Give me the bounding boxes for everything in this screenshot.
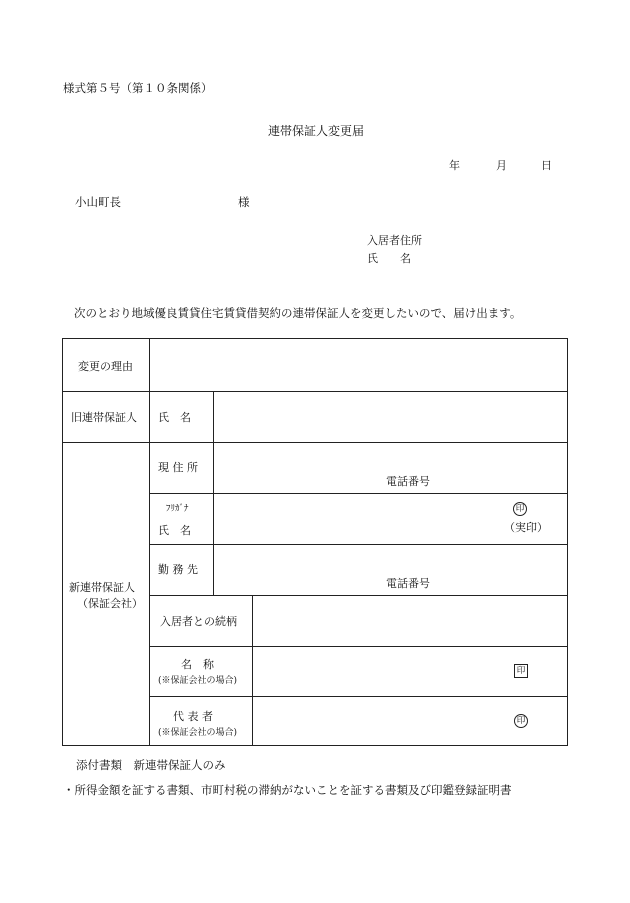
row-divider: [149, 493, 567, 494]
tenant-name-label: 氏 名: [367, 252, 411, 265]
company-name-note: (※保証会社の場合): [158, 676, 238, 686]
jitsuin-label: （実印）: [504, 521, 548, 534]
new-guarantor-label: 新連帯保証人: [69, 581, 135, 594]
tenant-address-label: 入居者住所: [367, 234, 422, 247]
date-month-label: 月: [496, 159, 507, 172]
col-divider: [213, 391, 214, 595]
old-guarantor-label: 旧連帯保証人: [71, 411, 137, 424]
guarantor-change-table: [62, 338, 568, 746]
col-divider: [149, 339, 150, 745]
date-year-label: 年: [449, 159, 460, 172]
representative-note: (※保証会社の場合): [158, 728, 238, 738]
old-guarantor-name-field[interactable]: [215, 393, 565, 441]
row-divider: [149, 544, 567, 545]
honorific: 様: [238, 195, 250, 209]
addressee: 小山町長: [75, 195, 121, 209]
seal-mark-square: 印: [514, 664, 528, 678]
new-guarantor-name-label: 氏 名: [158, 524, 191, 537]
old-guarantor-name-label: 氏 名: [158, 411, 191, 424]
row-divider: [63, 391, 567, 392]
furigana-label: ﾌﾘｶﾞﾅ: [166, 504, 189, 514]
current-address-label: 現 住 所: [158, 461, 198, 474]
seal-mark: 印: [514, 714, 528, 728]
relationship-field[interactable]: [254, 597, 565, 645]
date-day-label: 日: [541, 159, 552, 172]
document-title: 連帯保証人変更届: [268, 124, 365, 138]
company-name-label: 名 称: [181, 658, 214, 671]
address-phone-label: 電話番号: [386, 475, 430, 488]
reason-label: 変更の理由: [78, 360, 133, 373]
row-divider: [63, 442, 567, 443]
new-guarantor-sublabel: （保証会社）: [77, 597, 143, 610]
attachments-label: 添付書類 新連帯保証人のみ: [76, 758, 226, 772]
row-divider: [149, 696, 567, 697]
workplace-label: 勤 務 先: [158, 563, 198, 576]
attachments-item: ・所得金額を証する書類、市町村税の滞納がないことを証する書類及び印鑑登録証明書: [63, 783, 512, 797]
form-number: 様式第５号（第１０条関係）: [63, 81, 213, 95]
relationship-label: 入居者との続柄: [160, 615, 237, 628]
row-divider: [149, 595, 567, 596]
intro-text: 次のとおり地域優良賃貸住宅賃貸借契約の連帯保証人を変更したいので、届け出ます。: [74, 306, 522, 320]
new-guarantor-name-field[interactable]: [215, 495, 505, 543]
seal-mark: 印: [513, 502, 527, 516]
workplace-phone-label: 電話番号: [386, 577, 430, 590]
representative-label: 代 表 者: [173, 710, 213, 723]
reason-field[interactable]: [151, 341, 565, 390]
row-divider: [149, 646, 567, 647]
col-divider: [252, 595, 253, 745]
